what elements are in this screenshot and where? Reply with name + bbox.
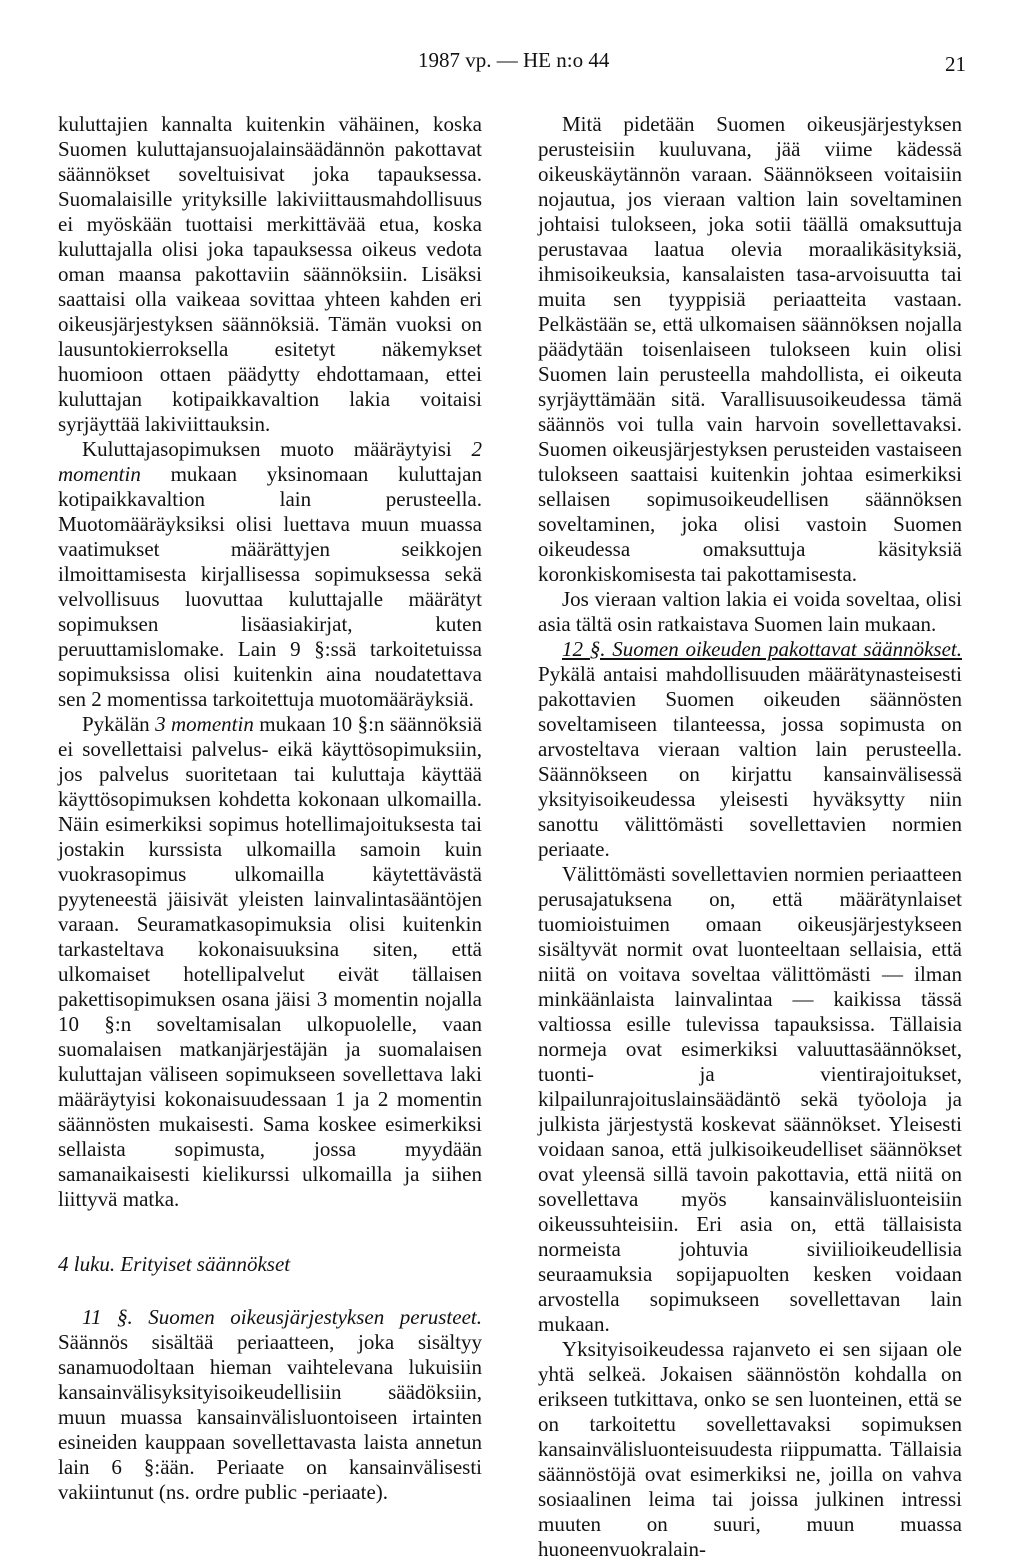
paragraph: Yksityisoikeudessa rajanveto ei sen sijaan ole yhtä selkeä. Jokaisen säännöstön kohdalla on erikseen tutkittava, onko se sen luonteinen, että se on tarkoitettu sovellettavaksi sopimuksen kansainvälisluonteisuudesta riippumatta. Tällaisia säännöstöjä ovat esimerkiksi ne, joilla on vahva sosiaalinen leima tai joissa julkinen intressi muuten on suuri, muun muassa huoneenvuokralain- <box>538 1337 962 1561</box>
page-number: 21 <box>945 52 966 76</box>
paragraph: Kuluttajasopimuksen muoto määräytyisi 2 momentin mukaan yksinomaan kuluttajan kotipaikkavaltion lain perusteella. Muotomääräyksiksi olisi luettava muun muassa vaatimukset määrättyjen seikkojen ilmoittamisesta kirjallisessa sopimuksessa sekä velvollisuus luovuttaa kuluttajalle määrätyt sopimuksen lisäasiakirjat, kuten peruuttamislomake. Lain 9 §:ssä tarkoitetuissa sopimuksissa olisi kuitenkin aina noudatettava sen 2 momentissa tarkoitettuja muotomääräyksiä. <box>58 437 482 711</box>
paragraph: Välittömästi sovellettavien normien periaatteen perusajatuksena on, että määrätynlaiset tuomioistuimen omaan oikeusjärjestykseen sisältyvät normit ovat luonteeltaan sellaisia, että niitä on voitava soveltaa välittömästi — ilman minkäänlaista lainvalintaa — kaikissa tässä valtiossa esille tulevissa tapauksissa. Tällaisia normeja ovat esimerkiksi valuuttasäännökset, tuonti- ja vientirajoitukset, kilpailunrajoituslainsäädäntö sekä työoloja ja julkista järjestystä koskevat säännökset. Yleisesti voidaan sanoa, että julkisoikeudelliset säännökset ovat yleensä sillä tavoin pakottavia, että niitä on sovellettava myös kansainvälisluonteisiin oikeussuhteisiin. Eri asia on, että tällaisista normeista johtuvia siviilioikeudellisia seuraamuksia sopijapuolten kesken voidaan arvostella sopimukseen sovellettavan lain mukaan. <box>538 862 962 1336</box>
paragraph: Jos vieraan valtion lakia ei voida soveltaa, olisi asia tältä osin ratkaistava Suomen lain mukaan. <box>538 587 962 636</box>
right-column <box>538 112 962 1562</box>
paragraph: 11 §. Suomen oikeusjärjestyksen perusteet. Säännös sisältää periaatteen, joka sisältyy sanamuodoltaan hieman vaihtelevana lukuisiin kansainvälisyksityisoikeudellisiin säädöksiin, muun muassa kansainvälisluontoiseen irtainten esineiden kauppaan sovellettavasta laista annetun lain 6 §:ään. Periaate on kansainvälisesti vakiintunut (ns. ordre public -periaate). <box>58 1305 482 1504</box>
chapter-heading: 4 luku. Erityiset säännökset <box>58 1252 291 1276</box>
left-column <box>58 112 482 1505</box>
page-header <box>0 48 1024 88</box>
section-heading: 11 §. Suomen oikeusjärjestyksen perusteet. <box>82 1305 482 1329</box>
section-heading: 12 §. Suomen oikeuden pakottavat säännökset. <box>562 637 962 661</box>
paragraph: Mitä pidetään Suomen oikeusjärjestyksen perusteisiin kuuluvana, jää viime kädessä oikeuskäytännön varaan. Säännökseen voitaisiin nojautua, jos vieraan valtion lain soveltaminen johtaisi tulokseen, joka sotii täällä omaksuttuja perustavaa laatua olevia moraalikäsityksiä, ihmisoikeuksia, kansalaisten tasa-arvoisuutta tai muita sen tyyppisiä periaatteita vastaan. Pelkästään se, että ulkomaisen säännöksen nojalla päädytään toisenlaiseen tulokseen kuin olisi Suomen lain perusteella mahdollista, ei oikeuta syrjäyttämään sitä. Varallisuusoikeudessa tämä säännös voi tulla vain harvoin sovellettavaksi. Suomen oikeusjärjestyksen perusteiden vastaiseen tulokseen saattaisi kuitenkin johtaa esimerkiksi sellaisen sopimusoikeudellisen säännöksen soveltaminen, joka olisi vastoin Suomen oikeudessa omaksuttuja käsityksiä koronkiskomisesta tai pakottamisesta. <box>538 112 962 586</box>
paragraph: kuluttajien kannalta kuitenkin vähäinen, koska Suomen kuluttajansuojalainsäädännön pakottavat säännökset soveltuisivat joka tapauksessa. Suomalaisille yrityksille lakiviittausmahdollisuus ei myöskään tuottaisi merkittävää etua, koska kuluttajalla olisi joka tapauksessa oikeus vedota oman maansa pakottaviin säännöksiin. Lisäksi saattaisi olla vaikeaa sovittaa yhteen kahden eri oikeusjärjestyksen säännöksiä. Tämän vuoksi on lausuntokierroksella esitetyt näkemykset huomioon ottaen päädytty ehdottamaan, ettei kuluttajan kotipaikkavaltion lakia voitaisi syrjäyttää lakiviittauksin. <box>58 112 482 436</box>
paragraph: Pykälän 3 momentin mukaan 10 §:n säännöksiä ei sovellettaisi palvelus- eikä käyttösopimuksiin, jos palvelus suoritetaan tai kuluttaja käyttää käyttösopimuksen kohdetta kokonaan ulkomailla. Näin esimerkiksi sopimus hotellimajoituksesta tai jostakin kurssista ulkomailla samoin kuin vuokrasopimus ulkomailla käytettävästä pyyteneestä jäisivät yleisten lainvalintasääntöjen varaan. Seuramatkasopimuksia olisi kuitenkin tarkasteltava kokonaisuuksina siten, että ulkomaiset hotellipalvelut eivät tällaisen pakettisopimuksen osana jäisi 3 momentin nojalla 10 §:n soveltamisalan ulkopuolelle, vaan suomalaisen matkanjärjestäjän ja suomalaisen kuluttajan väliseen sopimukseen sovellettava laki määräytyisi kokonaisuudessaan 1 ja 2 momentin säännösten mukaisesti. Sama koskee esimerkiksi sellaista sopimusta, jossa myydään samanaikaisesti kielikurssi ulkomailla ja siihen liittyvä matka. <box>58 712 483 1211</box>
paragraph: 12 §. Suomen oikeuden pakottavat säännökset. Pykälä antaisi mahdollisuuden määrätynasteisesti pakottavien Suomen oikeuden säännösten soveltamiseen tilanteessa, jossa sopimusta on arvosteltava vieraan valtion lain perusteella. Säännökseen on kirjattu kansainvälisessä yksityisoikeudessa yleisesti hyväksytty niin sanottu välittömästi sovellettavien normien periaate. <box>538 637 962 861</box>
running-title: 1987 vp. — HE n:o 44 <box>418 48 610 72</box>
